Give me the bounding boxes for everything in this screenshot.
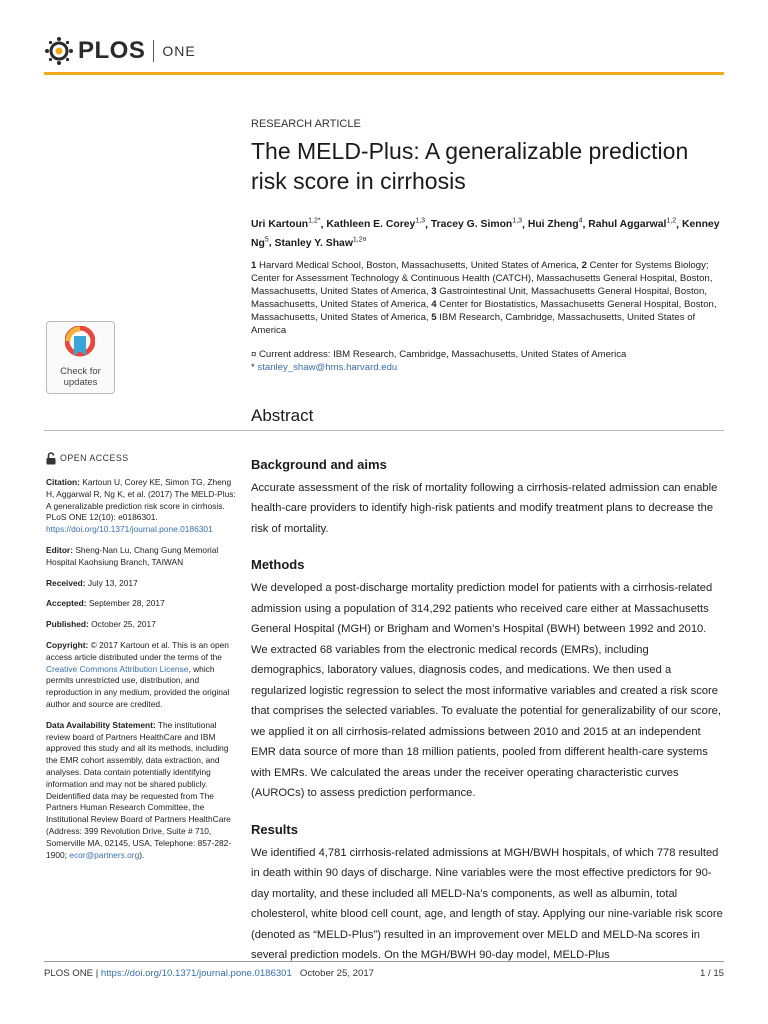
logo-brand: PLOS xyxy=(78,37,146,64)
author[interactable]: Hui Zheng$^4$ xyxy=(527,218,583,231)
license-link[interactable]: Creative Commons Attribution License xyxy=(46,663,189,674)
logo-journal: ONE xyxy=(162,43,196,59)
received-date: Received: July 13, 2017 xyxy=(46,577,138,588)
accepted-date: Accepted: September 28, 2017 xyxy=(46,598,165,609)
author[interactable]: Stanley Y. Shaw$^{1,2¤}$ xyxy=(274,236,367,249)
plos-one-logo xyxy=(44,34,196,68)
section-text-background: Accurate assessment of the risk of mortality following a cirrhosis-related admission can enable health-care providers to identify high-risk patients and modify treatment plans to decrease the risk of mortality. xyxy=(251,481,718,535)
author[interactable]: Rahul Aggarwal$^{1,2}$ xyxy=(588,218,677,231)
crossmark-icon xyxy=(65,326,95,360)
current-address: ¤ Current address: IBM Research, Cambridge, Massachusetts, United States of America xyxy=(251,348,627,360)
citation: Citation: Kartoun U, Corey KE, Simon TG, Zheng H, Aggarwal R, Ng K, et al. (2017) The MELD-Plus: A generalizable prediction risk score in cirrhosis. PLoS ONE 12(10): e0186301. https://doi.org/10.1371/journal.pone.0186301 xyxy=(46,477,236,535)
open-lock-icon xyxy=(46,452,56,465)
article-type: RESEARCH ARTICLE xyxy=(251,118,361,130)
data-email-link[interactable]: ecor@partners.org xyxy=(69,849,140,860)
logo-divider xyxy=(153,40,154,62)
page-footer xyxy=(44,968,724,979)
published-date: Published: October 25, 2017 xyxy=(46,619,156,630)
affiliations: 1 Harvard Medical School, Boston, Massachusetts, United States of America, 2 Center for Systems Biology; Center for Assessment Technology & Continuous Health (CATCH), Massachusetts General Hospital, Boston, Massachusetts, United States of America, 3 Gastrointestinal Unit, Massachusetts General Hospital, Boston, Massachusetts, United States of America, 4 Center for Biostatistics, Massachusetts General Hospital, Boston, Massachusetts, United States of America, 5 IBM Research, Cambridge, Massachusetts, United States of America xyxy=(251,259,717,336)
editor: Editor: Sheng-Nan Lu, Chang Gung Memorial Hospital Kaohsiung Branch, TAIWAN xyxy=(46,544,219,567)
abstract-heading: Abstract xyxy=(251,405,314,425)
abstract-rule xyxy=(44,430,724,431)
author-notes xyxy=(251,348,724,374)
corresponding-email-link[interactable]: stanley_shaw@hms.harvard.edu xyxy=(257,361,398,373)
article-title: The MELD-Plus: A generalizable prediction risk score in cirrhosis xyxy=(251,138,689,194)
copyright: Copyright: © 2017 Kartoun et al. This is an open access article distributed under the terms of the Creative Commons Attribution License, which permits unrestricted use, distribution, and reproduction in any medium, provided the original author and source are credited. xyxy=(46,639,230,709)
page-number: 1 / 15 xyxy=(699,968,724,979)
section-text-results: We identified 4,781 cirrhosis-related admissions at MGH/BWH hospitals, of which 778 resulted in death within 90 days of discharge. Nine variables were the most effective predictors for 90-day mortality, and these included all MELD-Na’s components, as well as albumin, total cholesterol, white blood cell count, age, and length of stay. Applying our nine-variable risk score (denoted as “MELD-Plus”) resulted in an improvement over MELD and MELD-Na scores in several prediction models. On the MGH/BWH 90-day model, MELD-Plus xyxy=(251,846,723,962)
author[interactable]: Uri Kartoun$^{1,2*}$ xyxy=(251,218,321,231)
section-heading-background: Background and aims xyxy=(251,456,387,472)
footer-date: October 25, 2017 xyxy=(299,968,374,979)
author[interactable]: Tracey G. Simon$^{1,3}$ xyxy=(430,218,523,231)
section-text-methods: We developed a post-discharge mortality prediction model for patients with a cirrhosis-related admission using a population of 314,292 patients who received care either at Massachusetts General Hospital (MGH) or Brigham and Women’s Hospital (BWH) between 1992 and 2010. We extracted 68 variables from the electronic medical records (EMRs), including demographics, laboratory values, diagnosis codes, and medications. We then used a regularized logistic regression to select the most informative variables and created a risk score that comprises the selected variables. To evaluate the potential for generalizability of our score, we applied it on all cirrhosis-related admissions between 2010 and 2015 at an independent EMR data source of more than 18 million patients, pooled from different health-care systems with EMRs. We calculated the areas under the receiver operating characteristic curves (AUROCs) to assess prediction performance. xyxy=(251,582,721,800)
author-list: Uri Kartoun$^{1,2*}$, Kathleen E. Corey$^{1,3}$, Tracey G. Simon$^{1,3}$, Hui Zheng$^4$, Rahul Aggarwal$^{1,2}$, Kenney Ng$^5$, Stanley Y. Shaw$^{1,2¤}$ xyxy=(251,218,720,249)
open-access-label: OPEN ACCESS xyxy=(46,452,236,465)
author[interactable]: Kathleen E. Corey$^{1,3}$ xyxy=(326,218,426,231)
section-heading-methods: Methods xyxy=(251,557,305,573)
author[interactable]: Kenney Ng$^5$ xyxy=(251,219,720,249)
plos-logo-icon xyxy=(44,36,74,66)
footer-doi-link[interactable]: https://doi.org/10.1371/journal.pone.0186301 xyxy=(100,968,292,979)
footer-journal: PLOS ONE | xyxy=(44,968,99,979)
main-column xyxy=(251,118,724,966)
data-availability: Data Availability Statement: The institutional review board of Partners HealthCare and IBM approved this study and all its methods, including the EMR cohort assembly, data extraction, and analyses. Data contain potentially identifying information and may not be shared publicly. Deidentified data may be requested from The Partners Human Research Committee, the Institutional Review Board of Partners HealthCare (Address: 399 Revolution Drive, Suite # 710, Somerville MA, 02145, USA, Telephone: 857-282-1900; ecor@partners.org). xyxy=(46,719,232,860)
article-info-sidebar xyxy=(46,452,236,870)
badge-label: Check for updates xyxy=(60,366,101,388)
section-heading-results: Results xyxy=(251,821,298,837)
corresponding-author: * stanley_shaw@hms.harvard.edu xyxy=(251,361,398,373)
check-for-updates-badge[interactable] xyxy=(46,321,115,394)
header-rule xyxy=(44,72,724,75)
citation-doi-link[interactable]: https://doi.org/10.1371/journal.pone.0186301 xyxy=(46,524,213,535)
footer-rule xyxy=(44,961,724,962)
